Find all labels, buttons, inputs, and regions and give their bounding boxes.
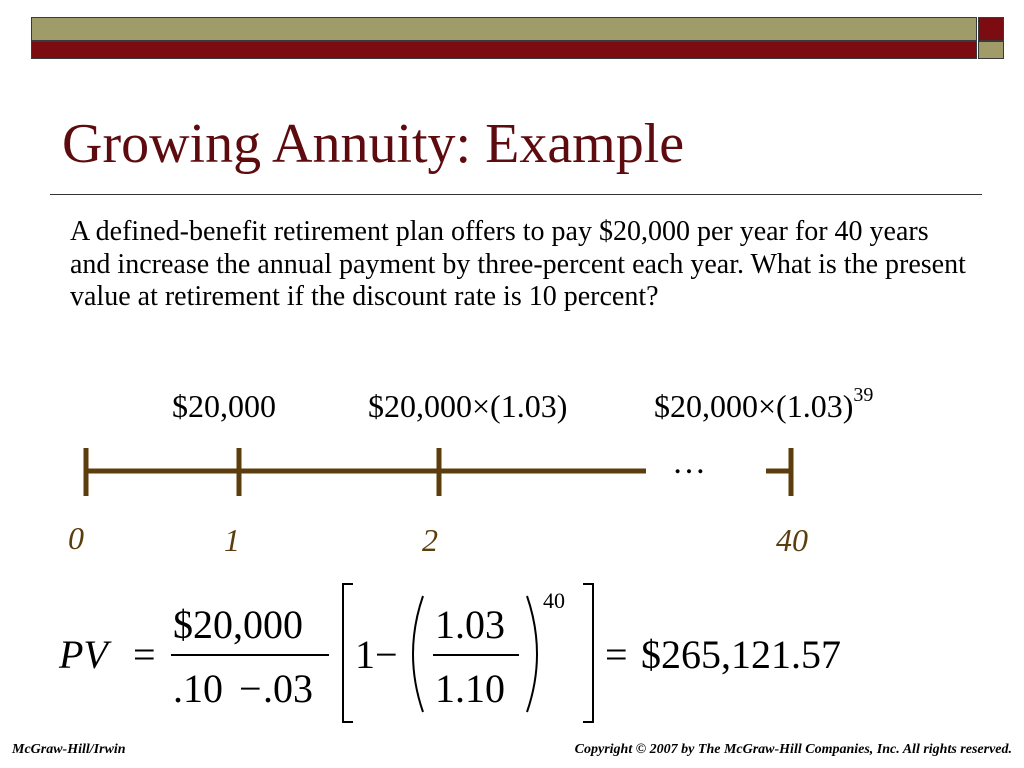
cash-flow-year-2: $20,000×(1.03) xyxy=(368,388,568,424)
formula-equals-1: = xyxy=(133,632,156,677)
formula-right-paren xyxy=(527,596,537,712)
problem-statement: A defined-benefit retirement plan offers to pay $20,000 per year for 40 years and increase the annual payment by three-percent each year. What is the present value at retirement if the discount rate is 10 percent? xyxy=(70,216,966,312)
formula-right-bracket xyxy=(583,584,593,722)
header-band-red xyxy=(31,41,977,59)
cash-flow-year-40 xyxy=(654,384,874,425)
formula-ratio-denominator: 1.10 xyxy=(435,666,505,711)
cash-flow-year-1: $20,000 xyxy=(172,388,276,424)
footer-publisher: McGraw-Hill/Irwin xyxy=(12,742,126,757)
growing-annuity-formula xyxy=(55,578,895,728)
cash-flow-year-40-exponent: 39 xyxy=(853,384,874,407)
header-band-olive xyxy=(31,17,977,41)
timeline-label-1: 1 xyxy=(224,522,240,558)
formula-left-paren xyxy=(413,596,423,712)
formula-one: 1 xyxy=(355,632,375,677)
formula-result: $265,121.57 xyxy=(641,632,841,677)
formula-numerator: $20,000 xyxy=(173,602,303,647)
slide-title: Growing Annuity: Example xyxy=(62,113,685,175)
formula-pv: PV xyxy=(59,632,108,677)
formula-denominator-b: .03 xyxy=(263,666,313,711)
formula-left-bracket xyxy=(343,584,353,722)
formula-equals-2: = xyxy=(605,632,628,677)
header-square-red xyxy=(978,17,1004,41)
formula-bracket-minus: − xyxy=(375,632,398,677)
timeline-label-2: 2 xyxy=(422,522,438,558)
timeline-label-40: 40 xyxy=(776,522,808,558)
timeline-label-0: 0 xyxy=(68,520,84,556)
timeline xyxy=(0,440,1024,510)
title-divider xyxy=(50,194,982,195)
footer-copyright: Copyright © 2007 by The McGraw-Hill Companies, Inc. All rights reserved. xyxy=(574,742,1012,757)
formula-denominator-minus: − xyxy=(239,666,262,711)
formula-ratio-numerator: 1.03 xyxy=(435,602,505,647)
header-square-olive xyxy=(978,41,1004,59)
formula-denominator-a: .10 xyxy=(173,666,223,711)
timeline-ellipsis: … xyxy=(672,444,706,481)
cash-flow-year-40-base: $20,000×(1.03) xyxy=(654,388,854,424)
formula-exponent: 40 xyxy=(543,588,565,613)
